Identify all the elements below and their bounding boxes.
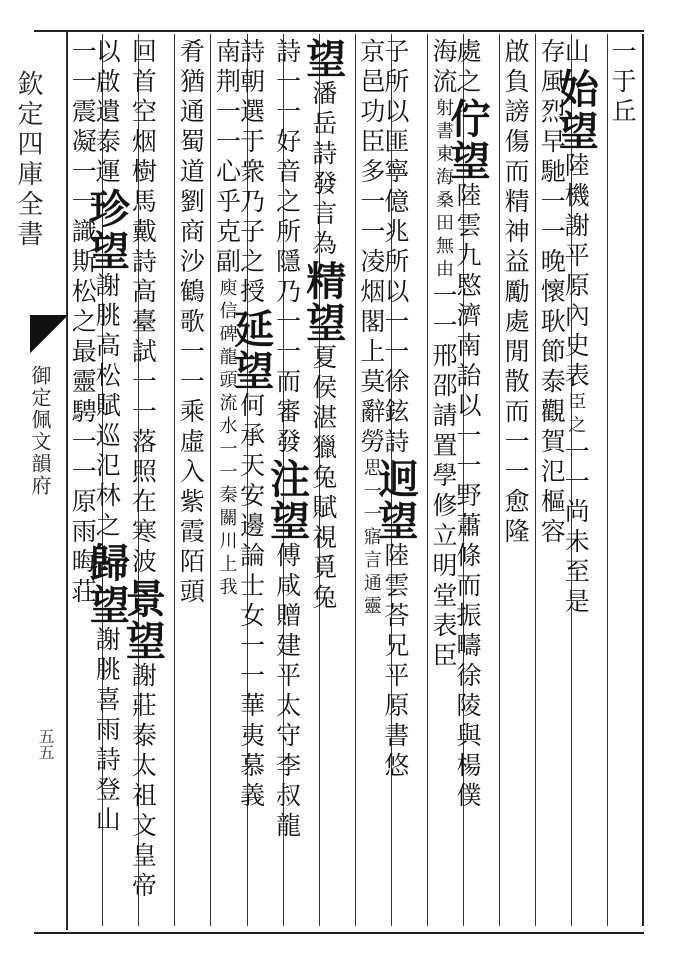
- body-text: 傅咸贈建平太守李叔龍: [272, 542, 302, 842]
- column-text: [299, 38, 355, 614]
- column-text: [356, 38, 391, 619]
- body-text: 京邑功臣多一一凌烟閣上莫辭勞: [356, 38, 386, 458]
- body-text: 山: [561, 38, 591, 68]
- text-column: [499, 34, 535, 926]
- text-column: [66, 34, 102, 926]
- text-column: [174, 34, 210, 926]
- headword: 注望: [263, 458, 311, 542]
- body-text: 潘岳詩發言為: [308, 80, 338, 260]
- text-column: [210, 34, 246, 926]
- column-text: [263, 38, 319, 842]
- body-text: 肴猶通蜀道劉商沙鶴歌一一乘虛入紫霞陌頭: [176, 38, 206, 608]
- text-column: [607, 34, 644, 926]
- body-text: 一一識斯松之最靈騁一一原雨晦荘: [68, 158, 98, 608]
- body-text: 陸雲九愍濟南詒以一一野蕭條而振疇徐陵與楊僕: [453, 182, 483, 812]
- column-text: [175, 38, 210, 608]
- body-text: 一一尚未至是: [561, 438, 591, 618]
- body-text: 一一晚懷耿節泰觀賀氾樞容: [537, 188, 567, 548]
- body-text: 一于丘: [608, 38, 637, 128]
- body-text: 子所以匪寧億兆所以一一徐鉉詩: [380, 38, 410, 458]
- headword: 歸望: [83, 542, 131, 626]
- text-column: [299, 34, 355, 926]
- column-text: [536, 38, 571, 548]
- text-column: [263, 34, 319, 926]
- headword: 精望: [299, 260, 347, 344]
- page-number: 五五: [36, 728, 55, 760]
- headword: 望: [299, 38, 347, 80]
- body-text: 南荆一一心乎克副: [212, 38, 242, 278]
- body-text: 陸機謝平原內史表: [561, 152, 591, 392]
- body-text: 一一震凝: [68, 38, 98, 158]
- body-text: 謝朓高松賦巡氾林之: [92, 272, 122, 542]
- spine-title: 欽定四庫全書: [13, 70, 43, 250]
- text-columns: [66, 34, 644, 926]
- column-text: [608, 38, 642, 128]
- column-text: [119, 38, 174, 902]
- body-text: 啟負謗傷而精神益勵處閒散而一一愈隆: [501, 38, 531, 548]
- headword: 景望: [119, 578, 167, 662]
- text-column: [535, 34, 571, 926]
- fishtail-mark-icon: [30, 315, 66, 355]
- text-column: [119, 34, 174, 926]
- text-column: [355, 34, 391, 926]
- body-text: 謝莊泰太祖文皇帝: [128, 662, 158, 902]
- column-text: [428, 38, 463, 672]
- headword: 迥望: [371, 458, 419, 542]
- headword: 佇望: [444, 98, 492, 182]
- body-text: 何承天安邊論士女一一華夷慕義: [236, 392, 266, 812]
- body-text: 詩一一好音: [272, 38, 302, 188]
- annotation-text: 射書東海桑田無由: [432, 98, 454, 282]
- body-text: 之所隱乃一一而審發: [272, 188, 302, 458]
- spine: [0, 30, 68, 930]
- annotation-text: 庾信碑龍頭流水一一秦關川上我: [216, 278, 238, 600]
- headword: 珍望: [83, 188, 131, 272]
- column-text: [67, 38, 102, 608]
- body-text: 回首空烟樹馬戴詩高臺試一一落照在寒波: [128, 38, 158, 578]
- body-text: 存風烈早馳: [537, 38, 567, 188]
- headword: 始望: [552, 68, 600, 152]
- headword: 延望: [227, 308, 275, 392]
- column-text: [211, 38, 246, 600]
- column-text: [500, 38, 535, 548]
- text-column: [427, 34, 463, 926]
- body-text: 處之: [453, 38, 483, 98]
- spine-footer: 御定佩文韻府: [28, 365, 52, 497]
- body-text: 謝朓喜雨詩登山: [92, 626, 122, 836]
- body-text: 陸雲荅兄平原書悠: [380, 542, 410, 782]
- body-text: 詩朝選于衆乃子之授: [236, 38, 266, 308]
- body-text: 一一邢邵請置學修立明堂表臣: [428, 282, 458, 672]
- annotation-text: 臣之: [565, 392, 587, 438]
- annotation-text: 思一一寤言通靈: [360, 458, 382, 619]
- column-text: [444, 38, 499, 812]
- body-text: 海流: [428, 38, 458, 98]
- body-text: 夏侯湛獵兔賦視覓兔: [308, 344, 338, 614]
- body-text: 以啟遺泰運: [92, 38, 122, 188]
- text-column: [444, 34, 499, 926]
